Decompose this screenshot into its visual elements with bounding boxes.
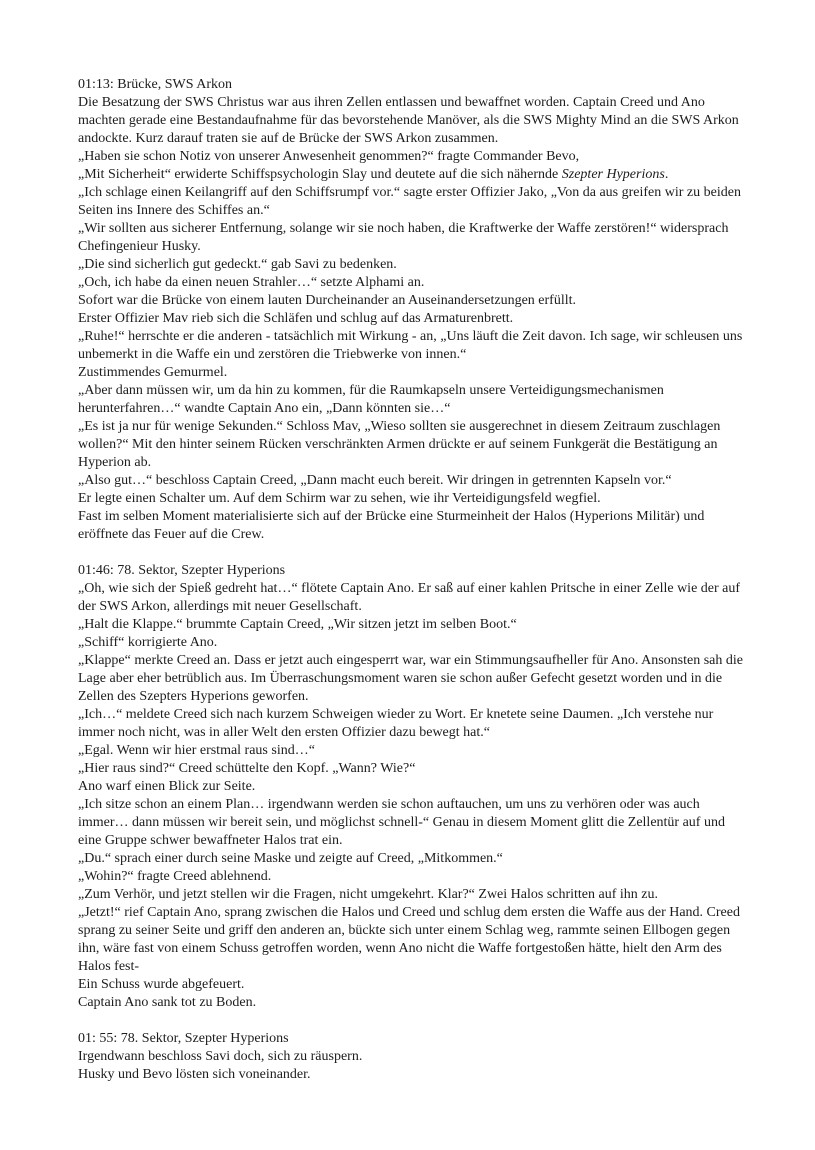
story-paragraph: „Oh, wie sich der Spieß gedreht hat…“ flötete Captain Ano. Er saß auf einer kahlen Pritsche in einer Zelle wie der auf der SWS Arkon, allerdings mit neuer Gesellschaft.	[78, 581, 741, 614]
story-paragraph: „Die sind sicherlich gut gedeckt.“ gab Savi zu bedenken.	[78, 257, 397, 272]
document-body	[78, 76, 743, 1084]
story-paragraph: „Egal. Wenn wir hier erstmal raus sind…“	[78, 743, 315, 758]
story-paragraph: „Hier raus sind?“ Creed schüttelte den Kopf. „Wann? Wie?“	[78, 761, 416, 776]
story-paragraph: Er legte einen Schalter um. Auf dem Schirm war zu sehen, wie ihr Verteidigungsfeld wegfiel.	[78, 491, 601, 506]
story-paragraph: „Klappe“ merkte Creed an. Dass er jetzt auch eingesperrt war, war ein Stimmungsaufheller für Ano. Ansonsten sah die Lage aber eher betrüblich aus. Im Überraschungsmoment waren sie schon außer Gefecht gesetzt worden und in die Zellen des Szepters Hyperions geworfen.	[78, 653, 743, 704]
section-heading: 01: 55: 78. Sektor, Szepter Hyperions	[78, 1031, 289, 1046]
story-paragraph: „Wir sollten aus sicherer Entfernung, solange wir sie noch haben, die Kraftwerke der Waffe zerstören!“ widersprach Chefingenieur Husky.	[78, 221, 729, 254]
story-paragraph: „Ich schlage einen Keilangriff auf den Schiffsrumpf vor.“ sagte erster Offizier Jako, „Von da aus greifen wir zu beiden Seiten ins Innere des Schiffes an.“	[78, 185, 741, 218]
story-paragraph: „Schiff“ korrigierte Ano.	[78, 635, 218, 650]
ship-name-italic: Szepter Hyperions	[561, 167, 665, 182]
story-paragraph: Captain Ano sank tot zu Boden.	[78, 995, 257, 1010]
story-paragraph: „Ruhe!“ herrschte er die anderen - tatsächlich mit Wirkung - an, „Uns läuft die Zeit davon. Ich sage, wir schleusen uns unbemerkt in die Waffe ein und zerstören die Triebwerke von innen.“	[78, 329, 743, 362]
story-paragraph: „Haben sie schon Notiz von unserer Anwesenheit genommen?“ fragte Commander Bevo,	[78, 149, 580, 164]
story-paragraph: „Mit Sicherheit“ erwiderte Schiffspsychologin Slay und deutete auf die sich nähernde Szepter Hyperions.	[78, 167, 669, 182]
section-heading: 01:13: Brücke, SWS Arkon	[78, 77, 232, 92]
story-paragraph: „Halt die Klappe.“ brummte Captain Creed, „Wir sitzen jetzt im selben Boot.“	[78, 617, 517, 632]
story-paragraph: Ein Schuss wurde abgefeuert.	[78, 977, 245, 992]
story-paragraph: „Ich sitze schon an einem Plan… irgendwann werden sie schon auftauchen, um uns zu verhören oder was auch immer… dann müssen wir bereit sein, und möglichst schnell-“ Genau in diesem Moment glitt die Zellentür auf und eine Gruppe schwer bewaffneter Halos trat ein.	[78, 797, 725, 848]
story-section	[78, 1030, 743, 1084]
story-paragraph: „Also gut…“ beschloss Captain Creed, „Dann macht euch bereit. Wir dringen in getrennten Kapseln vor.“	[78, 473, 672, 488]
story-paragraph: Zustimmendes Gemurmel.	[78, 365, 228, 380]
story-paragraph: „Es ist ja nur für wenige Sekunden.“ Schloss Mav, „Wieso sollten sie ausgerechnet in diesem Zeitraum zuschlagen wollen?“ Mit den hinter seinem Rücken verschränkten Armen drückte er auf seinem Funkgerät die Bestätigung an Hyperion ab.	[78, 419, 721, 470]
story-paragraph: Fast im selben Moment materialisierte sich auf der Brücke eine Sturmeinheit der Halos (Hyperions Militär) und eröffnete das Feuer auf die Crew.	[78, 509, 705, 542]
story-paragraph: „Zum Verhör, und jetzt stellen wir die Fragen, nicht umgekehrt. Klar?“ Zwei Halos schritten auf ihn zu.	[78, 887, 659, 902]
story-paragraph: „Jetzt!“ rief Captain Ano, sprang zwischen die Halos und Creed und schlug dem ersten die Waffe aus der Hand. Creed sprang zu seiner Seite und griff den anderen an, bückte sich unter einem Schlag weg, rammte seinen Ellbogen gegen ihn, wäre fast von einem Schuss getroffen worden, wenn Ano nicht die Waffe fortgestoßen hätte, hielt den Arm des Halos fest-	[78, 905, 740, 974]
story-paragraph: Ano warf einen Blick zur Seite.	[78, 779, 256, 794]
section-heading: 01:46: 78. Sektor, Szepter Hyperions	[78, 563, 286, 578]
story-section	[78, 76, 743, 544]
story-paragraph: „Du.“ sprach einer durch seine Maske und zeigte auf Creed, „Mitkommen.“	[78, 851, 503, 866]
story-paragraph: Erster Offizier Mav rieb sich die Schläfen und schlug auf das Armaturenbrett.	[78, 311, 514, 326]
story-paragraph: „Aber dann müssen wir, um da hin zu kommen, für die Raumkapseln unsere Verteidigungsmechanismen herunterfahren…“ wandte Captain Ano ein, „Dann könnten sie…“	[78, 383, 664, 416]
story-paragraph: „Wohin?“ fragte Creed ablehnend.	[78, 869, 272, 884]
story-paragraph: Sofort war die Brücke von einem lauten Durcheinander an Auseinandersetzungen erfüllt.	[78, 293, 576, 308]
story-paragraph: Die Besatzung der SWS Christus war aus ihren Zellen entlassen und bewaffnet worden. Captain Creed und Ano machten gerade eine Bestandaufnahme für das bevorstehende Manöver, als die SWS Mighty Mind an die SWS Arkon andockte. Kurz darauf traten sie auf de Brücke der SWS Arkon zusammen.	[78, 95, 739, 146]
story-paragraph: Husky und Bevo lösten sich voneinander.	[78, 1067, 311, 1082]
story-section	[78, 562, 743, 1012]
story-paragraph: „Ich…“ meldete Creed sich nach kurzem Schweigen wieder zu Wort. Er knetete seine Daumen. „Ich verstehe nur immer noch nicht, was in aller Welt den ersten Offizier dazu bewegt hat.“	[78, 707, 714, 740]
story-paragraph: „Och, ich habe da einen neuen Strahler…“ setzte Alphami an.	[78, 275, 425, 290]
story-paragraph: Irgendwann beschloss Savi doch, sich zu räuspern.	[78, 1049, 363, 1064]
